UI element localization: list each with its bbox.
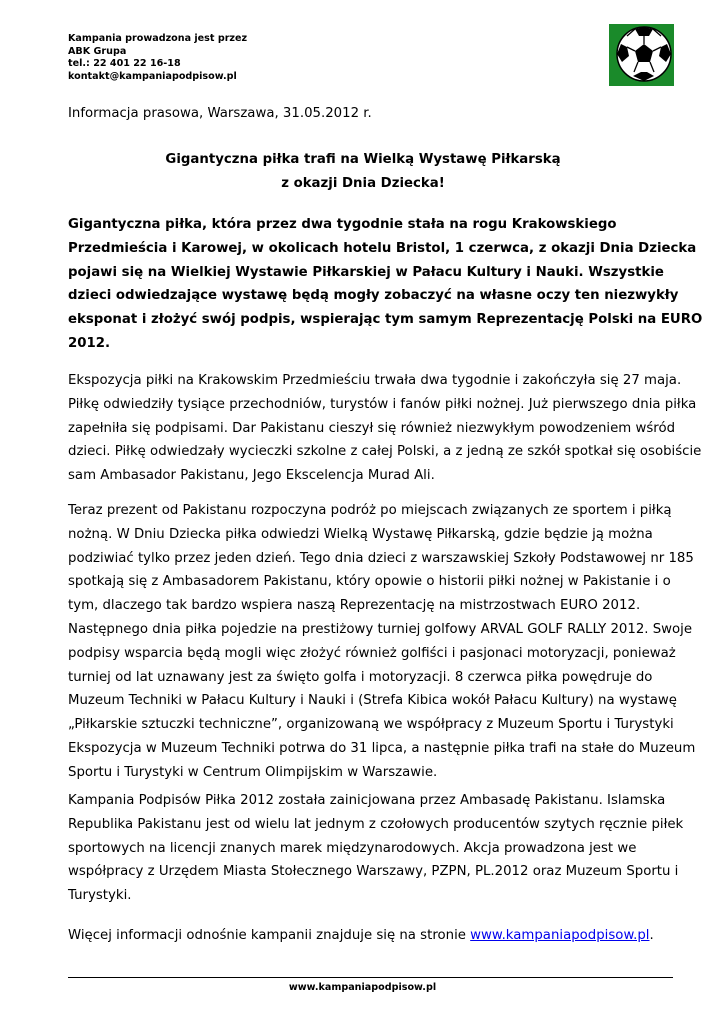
header-line-email: kontakt@kampaniapodpisow.pl — [68, 70, 237, 82]
paragraph-line: Ekspozycja piłki na Krakowskim Przedmieściu trwała dwa tygodnie i zakończyła się 27 maja. — [68, 373, 682, 388]
paragraph-line: podpisy wsparcia będą mogli więc złożyć również golfiści i pasjonaci motoryzacji, ponieważ — [68, 645, 676, 661]
paragraph-line: Ekspozycja w Muzeum Techniki potrwa do 31 lipca, a następnie piłka trafi na stałe do Muzeum — [68, 740, 696, 756]
body-paragraph-1 — [68, 369, 702, 488]
paragraph-line: Piłkę odwiedziły tysiące przechodniów, turystów i fanów piłki nożnej. Już pierwszego dnia piłka — [68, 396, 697, 412]
paragraph-line: Teraz prezent od Pakistanu rozpoczyna podróż po miejscach związanych ze sportem i piłką — [68, 503, 672, 518]
paragraph-line: Kampania Podpisów Piłka 2012 została zainicjowana przez Ambasadę Pakistanu. Islamska — [68, 793, 666, 808]
headline-line-2: z okazji Dnia Dziecka! — [281, 175, 445, 191]
more-info-text: Więcej informacji odnośnie kampanii znajduje się na stronie — [68, 928, 471, 943]
header-line-company: ABK Grupa — [68, 45, 127, 57]
paragraph-line: podziwiać tylko przez jeden dzień. Tego dnia dzieci z warszawskiej Szkoły Podstawowej nr 185 — [68, 550, 694, 566]
paragraph-line: nożną. W Dniu Dziecka piłka odwiedzi Wielką Wystawę Piłkarską, gdzie będzie ją można — [68, 526, 653, 542]
lead-line: dzieci odwiedzające wystawę będą mogły zobaczyć na własne oczy ten niezwykły — [68, 288, 679, 304]
paragraph-line: spotkają się z Ambasadorem Pakistanu, który opowie o historii piłki nożnej w Pakistanie i o — [68, 574, 671, 590]
paragraph-line: Turystyki. — [68, 888, 132, 904]
paragraph-line: Następnego dnia piłka pojedzie na prestiżowy turniej golfowy ARVAL GOLF RALLY 2012. Swoje — [68, 621, 693, 637]
lead-line: eksponat i złożyć swój podpis, wspierając tym samym Reprezentację Polski na EURO — [68, 312, 703, 328]
lead-line: 2012. — [68, 335, 111, 351]
paragraph-line: współpracy z Urzędem Miasta Stołecznego Warszawy, PZPN, PL.2012 oraz Muzeum Sportu i — [68, 864, 679, 880]
lead-line: Przedmieścia i Karowej, w okolicach hotelu Bristol, 1 czerwca, z okazji Dnia Dziecka — [68, 240, 697, 256]
press-release-dateline: Informacja prasowa, Warszawa, 31.05.2012 r. — [68, 106, 372, 121]
paragraph-line: sportowych na licencji znanych marek międzynarodowych. Akcja prowadzona jest we — [68, 840, 637, 856]
headline-line-1: Gigantyczna piłka trafi na Wielką Wystawę Piłkarską — [165, 152, 561, 167]
paragraph-line: „Piłkarskie sztuczki techniczne”, organizowaną we współpracy z Muzeum Sportu i Turystyki — [68, 717, 674, 733]
paragraph-line: Sportu i Turystyki w Centrum Olimpijskim w Warszawie. — [68, 764, 438, 780]
footer-website: www.kampaniapodpisow.pl — [288, 982, 437, 993]
football-logo-icon — [609, 24, 674, 86]
paragraph-line: Muzeum Techniki w Pałacu Kultury i Nauki i (Strefa Kibica wokół Pałacu Kultury) na wystawę — [68, 693, 677, 709]
headline — [68, 148, 658, 195]
more-info-period: . — [649, 928, 654, 943]
campaign-website-link[interactable]: www.kampaniapodpisow.pl — [470, 928, 650, 943]
paragraph-line: sam Ambasador Pakistanu, Jego Ekscelencja Murad Ali. — [68, 468, 435, 484]
paragraph-line: turniej od lat uznawany jest za święto golfa i motoryzacji. 8 czerwca piłka powędruje do — [68, 669, 653, 685]
lead-line: pojawi się na Wielkiej Wystawie Piłkarskiej w Pałacu Kultury i Nauki. Wszystkie — [68, 264, 664, 280]
lead-paragraph — [68, 213, 703, 356]
paragraph-line: Republika Pakistanu jest od wielu lat jednym z czołowych producentów szytych ręcznie piłek — [68, 816, 684, 832]
footer-divider — [68, 977, 673, 978]
contact-header — [68, 33, 247, 83]
header-line-organizer: Kampania prowadzona jest przez — [68, 33, 248, 44]
body-paragraph-more-info — [68, 924, 664, 948]
header-line-phone: tel.: 22 401 22 16-18 — [68, 58, 181, 69]
body-paragraph-3 — [68, 789, 684, 908]
paragraph-line: zapełniła się podpisami. Dar Pakistanu cieszył się również niezwykłym powodzeniem wśród — [68, 420, 676, 436]
paragraph-line: dzieci. Piłkę odwiedzały wycieczki szkolne z całej Polski, a z jedną ze szkół spotkał się osobiście — [68, 444, 702, 460]
body-paragraph-2 — [68, 499, 696, 785]
paragraph-line: tym, dlaczego tak bardzo wspiera naszą Reprezentację na mistrzostwach EURO 2012. — [68, 598, 641, 614]
lead-line: Gigantyczna piłka, która przez dwa tygodnie stała na rogu Krakowskiego — [68, 217, 617, 232]
